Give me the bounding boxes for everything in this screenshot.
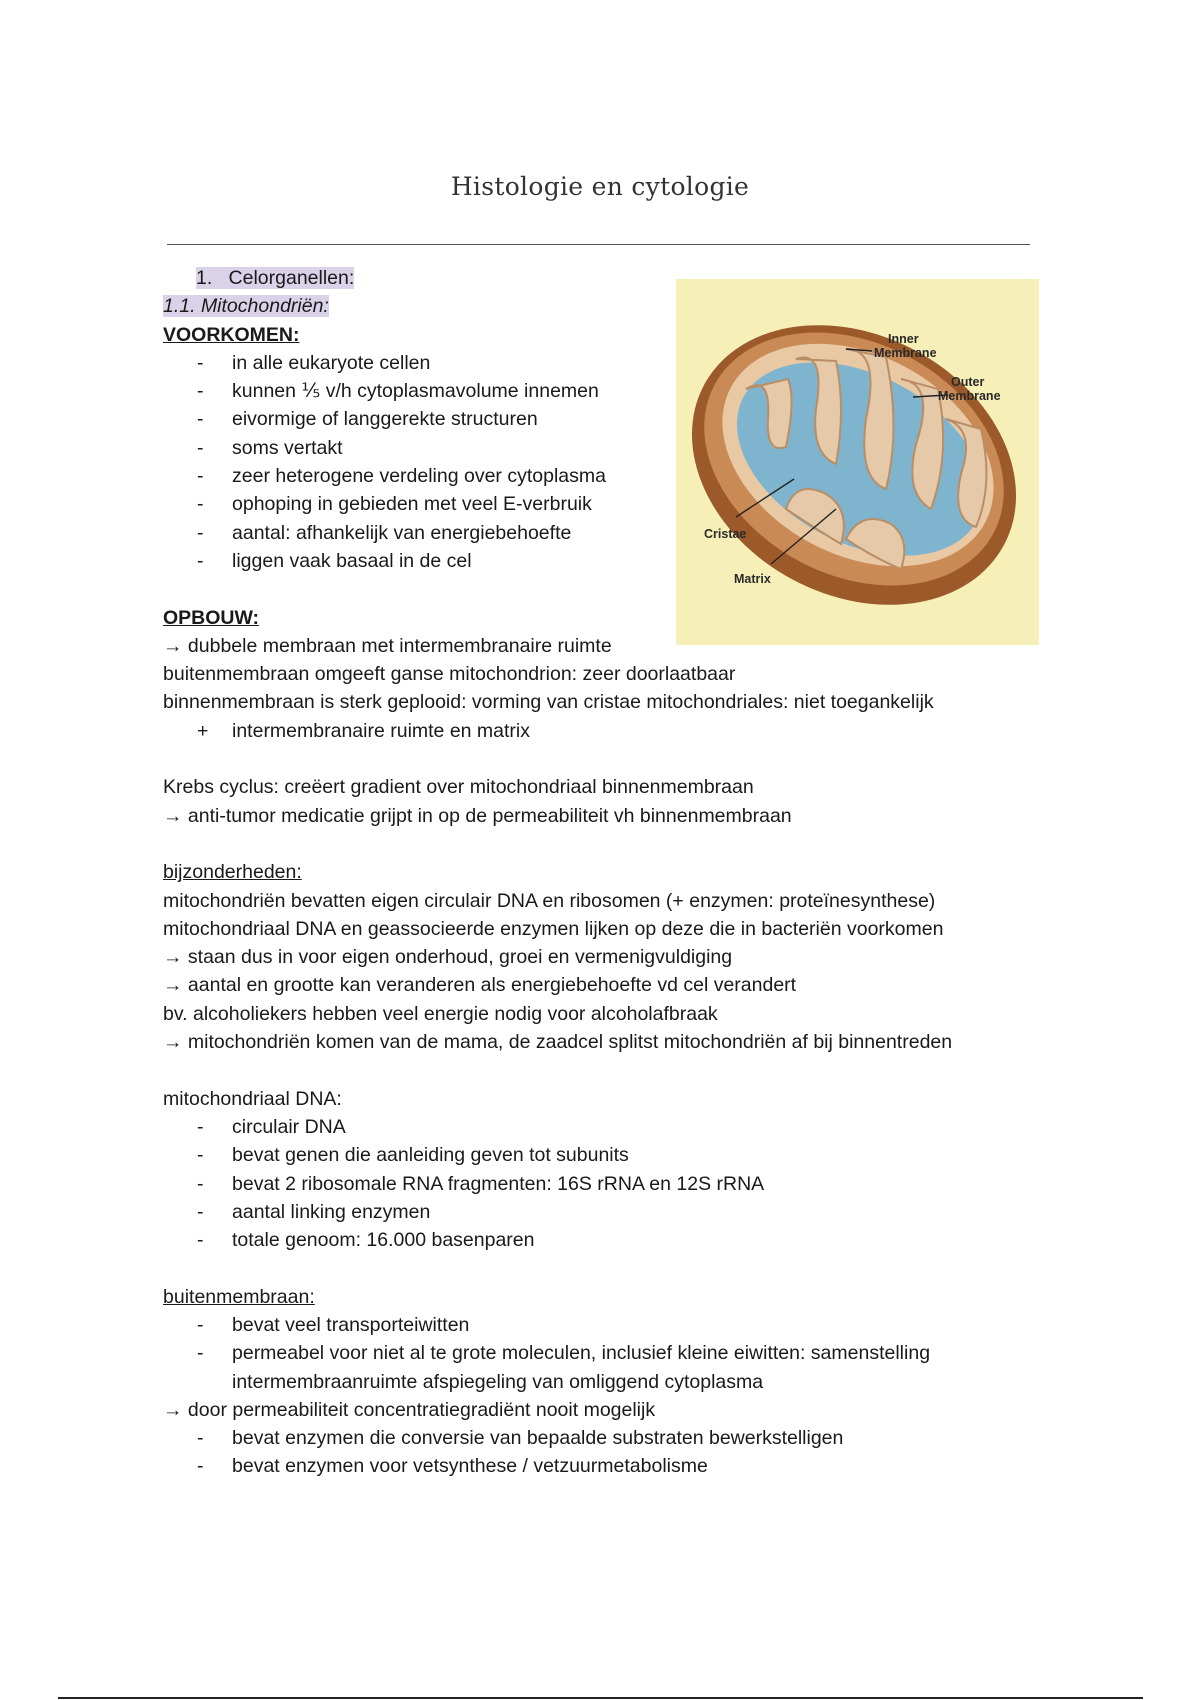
list-item: - eivormige of langgerekte structuren — [197, 408, 538, 431]
notes-body — [163, 264, 1043, 1481]
text-line: binnenmembraan is sterk geplooid: vorming van cristae mitochondriales: niet toegankelijk — [163, 691, 934, 714]
label-cristae: Cristae — [704, 527, 747, 541]
text-line: mitochondriën bevatten eigen circulair DNA en ribosomen (+ enzymen: proteïnesynthese) — [163, 889, 936, 912]
label-inner-2: Membrane — [874, 346, 937, 360]
buitenmembraan-heading: buitenmembraan: — [163, 1285, 315, 1308]
text-line: → mitochondriën komen van de mama, de zaadcel splitst mitochondriën af bij binnentreden — [163, 1031, 953, 1054]
list-item: - aantal linking enzymen — [197, 1200, 431, 1223]
text-line: mitochondriaal DNA en geassocieerde enzymen lijken op deze die in bacteriën voorkomen — [163, 917, 944, 940]
label-outer-1: Outer — [951, 375, 985, 389]
list-item: - bevat enzymen die conversie van bepaalde substraten bewerkstelligen — [197, 1427, 844, 1450]
list-item: - bevat enzymen voor vetsynthese / vetzuurmetabolisme — [197, 1455, 708, 1478]
text-line: → anti-tumor medicatie grijpt in op de permeabiliteit vh binnenmembraan — [163, 804, 792, 827]
bottom-divider — [58, 1697, 1143, 1699]
list-item: - soms vertakt — [197, 436, 343, 459]
text-line: Krebs cyclus: creëert gradient over mitochondriaal binnenmembraan — [163, 776, 754, 799]
list-item: - zeer heterogene verdeling over cytoplasma — [197, 465, 606, 488]
list-item: - bevat genen die aanleiding geven tot subunits — [197, 1144, 629, 1167]
text-line: → dubbele membraan met intermembranaire ruimte — [163, 634, 612, 657]
subsection-heading — [163, 292, 1043, 320]
text-line: buitenmembraan omgeeft ganse mitochondrion: zeer doorlaatbaar — [163, 663, 736, 686]
list-item: + intermembranaire ruimte en matrix — [197, 719, 531, 742]
list-item: - totale genoom: 16.000 basenparen — [197, 1229, 535, 1252]
list-item: - kunnen ⅕ v/h cytoplasmavolume innemen — [197, 380, 599, 403]
text-line: bv. alcoholiekers hebben veel energie nodig voor alcoholafbraak — [163, 1002, 718, 1025]
mtdna-heading: mitochondriaal DNA: — [163, 1087, 342, 1110]
label-outer-2: Membrane — [938, 389, 1001, 403]
bijzonderheden-heading: bijzonderheden: — [163, 861, 302, 884]
title-divider — [167, 244, 1030, 245]
list-item: - in alle eukaryote cellen — [197, 351, 431, 374]
label-inner-1: Inner — [888, 332, 919, 346]
section-heading — [163, 264, 1043, 292]
list-item: - bevat 2 ribosomale RNA fragmenten: 16S rRNA en 12S rRNA — [197, 1172, 765, 1195]
text-line: → aantal en grootte kan veranderen als energiebehoefte vd cel verandert — [163, 974, 797, 997]
list-item: - permeabel voor niet al te grote moleculen, inclusief kleine eiwitten: samenstelling intermembraanruimte afspiegeling van omliggend cytoplasma — [197, 1342, 931, 1393]
section-title: Celorganellen: — [228, 267, 355, 289]
text-line: → staan dus in voor eigen onderhoud, groei en vermenigvuldiging — [163, 946, 733, 969]
list-item: - liggen vaak basaal in de cel — [197, 549, 472, 572]
page-title: Histologie en cytologie — [450, 172, 750, 201]
list-item: - ophoping in gebieden met veel E-verbruik — [197, 493, 592, 516]
label-matrix: Matrix — [734, 572, 771, 586]
opbouw-heading: OPBOUW: — [163, 606, 260, 629]
list-item: - circulair DNA — [197, 1115, 346, 1138]
list-item: - aantal: afhankelijk van energiebehoefte — [197, 521, 572, 544]
section-number: 1. — [196, 267, 213, 289]
text-line: → door permeabiliteit concentratiegradiënt nooit mogelijk — [163, 1398, 656, 1421]
subsection-title: 1.1. Mitochondriën: — [163, 295, 329, 318]
voorkomen-heading: VOORKOMEN: — [163, 323, 300, 346]
list-item: - bevat veel transporteiwitten — [197, 1313, 470, 1336]
